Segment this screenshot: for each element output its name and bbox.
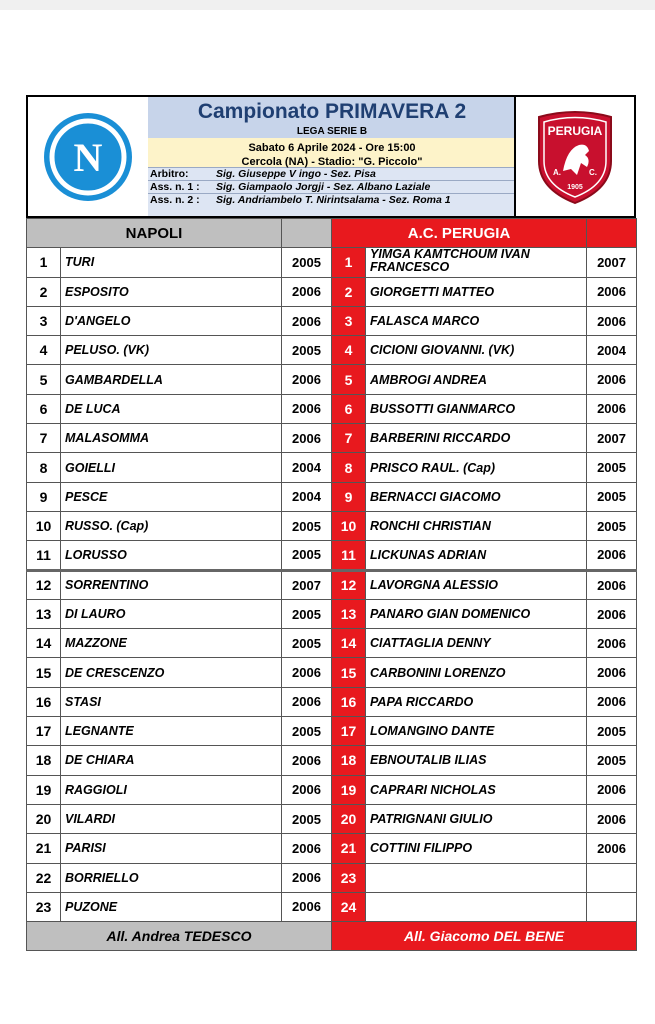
home-player-name: DI LAURO (61, 599, 282, 628)
officials (148, 167, 516, 216)
napoli-letter: N (73, 134, 103, 180)
home-birth-year: 2006 (282, 394, 332, 423)
away-number: 21 (332, 834, 366, 863)
official-value: Sig. Andriambelo T. Nirintsalama - Sez. Roma 1 (216, 194, 451, 206)
away-birth-year: 2006 (587, 658, 637, 687)
away-birth-year: 2006 (587, 365, 637, 394)
home-player-name: TURI (61, 248, 282, 277)
home-number: 16 (27, 687, 61, 716)
home-player-name: D'ANGELO (61, 306, 282, 335)
away-birth-year: 2006 (587, 306, 637, 335)
away-birth-year: 2006 (587, 687, 637, 716)
away-number: 23 (332, 863, 366, 892)
match-info (148, 138, 516, 167)
table-row (27, 482, 637, 511)
home-player-name: PELUSO. (VK) (61, 336, 282, 365)
away-player-name: GIORGETTI MATTEO (366, 277, 587, 306)
away-number: 7 (332, 424, 366, 453)
home-player-name: LORUSSO (61, 541, 282, 570)
away-number: 5 (332, 365, 366, 394)
roster-body (27, 219, 637, 951)
home-number: 23 (27, 892, 61, 921)
away-player-name (366, 863, 587, 892)
home-birth-year: 2006 (282, 892, 332, 921)
away-player-name: PAPA RICCARDO (366, 687, 587, 716)
home-player-name: DE CRESCENZO (61, 658, 282, 687)
official-label: Ass. n. 1 : (150, 181, 200, 193)
home-player-name: MALASOMMA (61, 424, 282, 453)
official-value: Sig. Giuseppe V ingo - Sez. Pisa (216, 168, 376, 180)
official-value: Sig. Giampaolo Jorgji - Sez. Albano Laziale (216, 181, 431, 193)
away-player-name: CAPRARI NICHOLAS (366, 775, 587, 804)
home-number: 17 (27, 717, 61, 746)
home-birth-year: 2005 (282, 717, 332, 746)
away-player-name: YIMGA KAMTCHOUM IVAN FRANCESCO (366, 248, 587, 277)
home-birth-year: 2005 (282, 336, 332, 365)
away-birth-year: 2007 (587, 424, 637, 453)
away-number: 8 (332, 453, 366, 482)
away-player-name: PRISCO RAUL. (Cap) (366, 453, 587, 482)
match-datetime: Sabato 6 Aprile 2024 - Ore 15:00 (248, 142, 416, 154)
home-player-name: GOIELLI (61, 453, 282, 482)
away-number: 20 (332, 804, 366, 833)
table-row (27, 248, 637, 277)
away-player-name: CICIONI GIOVANNI. (VK) (366, 336, 587, 365)
home-player-name: PUZONE (61, 892, 282, 921)
table-row (27, 687, 637, 716)
away-birth-year: 2006 (587, 775, 637, 804)
away-player-name: PANARO GIAN DOMENICO (366, 599, 587, 628)
home-number: 8 (27, 453, 61, 482)
table-row (27, 306, 637, 335)
home-birth-year: 2006 (282, 658, 332, 687)
home-number: 2 (27, 277, 61, 306)
table-row (27, 863, 637, 892)
away-number: 6 (332, 394, 366, 423)
home-birth-year: 2005 (282, 248, 332, 277)
away-player-name: CIATTAGLIA DENNY (366, 629, 587, 658)
away-number: 19 (332, 775, 366, 804)
away-number: 2 (332, 277, 366, 306)
table-row (27, 424, 637, 453)
away-number: 16 (332, 687, 366, 716)
table-row (27, 365, 637, 394)
perugia-crest-icon (533, 109, 617, 205)
away-birth-year: 2005 (587, 453, 637, 482)
home-player-name: PARISI (61, 834, 282, 863)
home-number: 4 (27, 336, 61, 365)
home-birth-year: 2005 (282, 599, 332, 628)
home-number: 22 (27, 863, 61, 892)
home-coach: All. Andrea TEDESCO (27, 922, 332, 951)
home-birth-year: 2006 (282, 863, 332, 892)
home-year-header (282, 219, 332, 248)
away-birth-year: 2006 (587, 394, 637, 423)
home-birth-year: 2005 (282, 804, 332, 833)
napoli-logo (28, 97, 150, 216)
away-birth-year: 2005 (587, 511, 637, 540)
away-birth-year: 2006 (587, 541, 637, 570)
team-header-row (27, 219, 637, 248)
away-player-name: FALASCA MARCO (366, 306, 587, 335)
table-row (27, 277, 637, 306)
table-row (27, 394, 637, 423)
official-row (148, 167, 516, 180)
away-birth-year: 2005 (587, 482, 637, 511)
home-player-name: LEGNANTE (61, 717, 282, 746)
table-row (27, 511, 637, 540)
home-player-name: SORRENTINO (61, 570, 282, 599)
home-number: 20 (27, 804, 61, 833)
away-birth-year: 2006 (587, 599, 637, 628)
home-number: 9 (27, 482, 61, 511)
home-player-name: DE CHIARA (61, 746, 282, 775)
table-row (27, 570, 637, 599)
home-birth-year: 2006 (282, 746, 332, 775)
away-coach: All. Giacomo DEL BENE (332, 922, 637, 951)
home-player-name: RAGGIOLI (61, 775, 282, 804)
napoli-crest-icon (42, 111, 134, 203)
match-header (26, 95, 636, 218)
away-number: 17 (332, 717, 366, 746)
away-number: 1 (332, 248, 366, 277)
away-number: 14 (332, 629, 366, 658)
home-birth-year: 2005 (282, 511, 332, 540)
table-row (27, 717, 637, 746)
home-birth-year: 2004 (282, 453, 332, 482)
home-birth-year: 2004 (282, 482, 332, 511)
away-birth-year: 2004 (587, 336, 637, 365)
away-number: 10 (332, 511, 366, 540)
home-number: 1 (27, 248, 61, 277)
table-row (27, 336, 637, 365)
away-player-name: PATRIGNANI GIULIO (366, 804, 587, 833)
page-title: Campionato PRIMAVERA 2 (148, 97, 516, 126)
official-row (148, 180, 516, 193)
away-birth-year (587, 892, 637, 921)
table-row (27, 834, 637, 863)
match-sheet (26, 95, 636, 951)
away-number: 24 (332, 892, 366, 921)
table-row (27, 453, 637, 482)
away-player-name (366, 892, 587, 921)
away-birth-year: 2006 (587, 834, 637, 863)
table-row (27, 892, 637, 921)
away-number: 13 (332, 599, 366, 628)
away-year-header (587, 219, 637, 248)
home-number: 14 (27, 629, 61, 658)
away-number: 3 (332, 306, 366, 335)
home-number: 15 (27, 658, 61, 687)
match-venue: Cercola (NA) - Stadio: "G. Piccolo" (241, 156, 423, 168)
perugia-year: 1905 (567, 183, 583, 191)
away-player-name: COTTINI FILIPPO (366, 834, 587, 863)
home-team-name: NAPOLI (27, 219, 282, 248)
away-player-name: BERNACCI GIACOMO (366, 482, 587, 511)
home-number: 7 (27, 424, 61, 453)
away-number: 11 (332, 541, 366, 570)
home-number: 12 (27, 570, 61, 599)
perugia-initial-c: C. (589, 167, 597, 177)
coaches-row (27, 922, 637, 951)
home-birth-year: 2006 (282, 424, 332, 453)
home-player-name: ESPOSITO (61, 277, 282, 306)
league-name: LEGA SERIE B (148, 126, 516, 138)
home-number: 3 (27, 306, 61, 335)
away-birth-year: 2006 (587, 629, 637, 658)
home-birth-year: 2006 (282, 277, 332, 306)
home-birth-year: 2007 (282, 570, 332, 599)
away-number: 15 (332, 658, 366, 687)
away-team-name: A.C. PERUGIA (332, 219, 587, 248)
away-number: 18 (332, 746, 366, 775)
official-label: Arbitro: (150, 168, 189, 180)
home-birth-year: 2006 (282, 365, 332, 394)
home-number: 19 (27, 775, 61, 804)
perugia-logo (514, 97, 634, 216)
home-player-name: BORRIELLO (61, 863, 282, 892)
home-player-name: DE LUCA (61, 394, 282, 423)
away-player-name: EBNOUTALIB ILIAS (366, 746, 587, 775)
home-birth-year: 2006 (282, 687, 332, 716)
home-number: 21 (27, 834, 61, 863)
home-player-name: VILARDI (61, 804, 282, 833)
home-player-name: GAMBARDELLA (61, 365, 282, 394)
away-number: 9 (332, 482, 366, 511)
home-player-name: PESCE (61, 482, 282, 511)
roster-table (26, 218, 637, 951)
away-player-name: LAVORGNA ALESSIO (366, 570, 587, 599)
home-player-name: RUSSO. (Cap) (61, 511, 282, 540)
away-player-name: BUSSOTTI GIANMARCO (366, 394, 587, 423)
home-number: 5 (27, 365, 61, 394)
home-number: 10 (27, 511, 61, 540)
home-number: 13 (27, 599, 61, 628)
away-birth-year (587, 863, 637, 892)
home-number: 11 (27, 541, 61, 570)
away-birth-year: 2006 (587, 277, 637, 306)
top-strip (0, 0, 655, 10)
home-birth-year: 2006 (282, 775, 332, 804)
away-birth-year: 2006 (587, 570, 637, 599)
home-birth-year: 2006 (282, 834, 332, 863)
home-number: 6 (27, 394, 61, 423)
away-player-name: BARBERINI RICCARDO (366, 424, 587, 453)
table-row (27, 541, 637, 570)
away-birth-year: 2005 (587, 717, 637, 746)
away-number: 4 (332, 336, 366, 365)
away-player-name: AMBROGI ANDREA (366, 365, 587, 394)
perugia-initial-a: A. (553, 167, 561, 177)
table-row (27, 658, 637, 687)
home-birth-year: 2006 (282, 306, 332, 335)
table-row (27, 746, 637, 775)
official-label: Ass. n. 2 : (150, 194, 200, 206)
table-row (27, 775, 637, 804)
home-birth-year: 2005 (282, 541, 332, 570)
table-row (27, 599, 637, 628)
away-birth-year: 2007 (587, 248, 637, 277)
home-player-name: MAZZONE (61, 629, 282, 658)
table-row (27, 804, 637, 833)
home-number: 18 (27, 746, 61, 775)
official-row (148, 193, 516, 206)
away-player-name: RONCHI CHRISTIAN (366, 511, 587, 540)
header-center (148, 97, 516, 216)
away-birth-year: 2006 (587, 804, 637, 833)
table-row (27, 629, 637, 658)
home-player-name: STASI (61, 687, 282, 716)
home-birth-year: 2005 (282, 629, 332, 658)
away-number: 12 (332, 570, 366, 599)
away-player-name: CARBONINI LORENZO (366, 658, 587, 687)
perugia-logo-text: PERUGIA (547, 123, 603, 138)
away-birth-year: 2005 (587, 746, 637, 775)
away-player-name: LICKUNAS ADRIAN (366, 541, 587, 570)
away-player-name: LOMANGINO DANTE (366, 717, 587, 746)
